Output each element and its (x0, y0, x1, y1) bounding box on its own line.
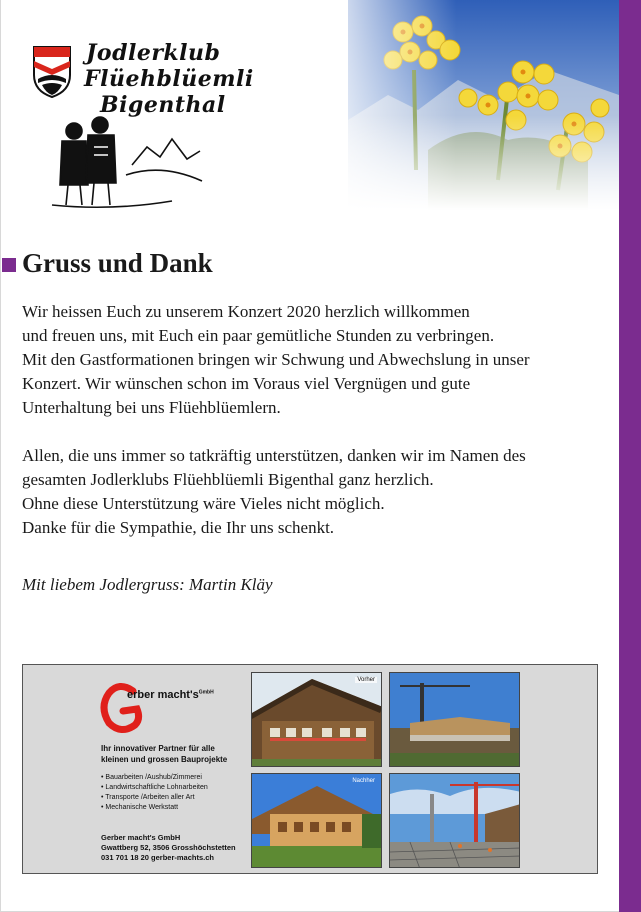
construction-site-image (390, 673, 520, 767)
service-list (101, 773, 208, 813)
photo-construction-1 (389, 672, 520, 767)
photo-farmhouse-before (251, 672, 382, 767)
photo-house-after (251, 773, 382, 868)
contact-address: Gwattberg 52, 3506 Grosshöchstetten (101, 843, 236, 852)
service-item: • Bauarbeiten /Aushub/Zimmerei (101, 774, 202, 781)
farmhouse-before-image (252, 673, 382, 767)
club-name-line2: Flüehblüemli (84, 66, 254, 92)
service-item: • Landwirtschaftliche Lohnarbeiten (101, 784, 208, 791)
brand-logo-g-icon (97, 673, 257, 743)
text-line: Mit den Gastformationen bringen wir Schwung und Abwechslung in unser (22, 350, 530, 369)
page-title: Gruss und Dank (22, 248, 213, 278)
heading-bullet (2, 258, 16, 272)
paragraph-1 (22, 300, 602, 420)
service-label: Transporte /Arbeiten aller Art (105, 794, 195, 801)
text-line: Allen, die uns immer so tatkräftig unterstützen, danken wir im Namen des (22, 446, 526, 465)
signature: Mit liebem Jodlergruss: Martin Kläy (22, 575, 273, 594)
brand-suffix: GmbH (198, 689, 214, 696)
tagline-line: Ihr innovativer Partner für alle (101, 744, 215, 753)
text-line: Ohne diese Unterstützung wäre Vieles nicht möglich. (22, 494, 385, 513)
text-line: Unterhaltung bei uns Flüehblüemlern. (22, 398, 281, 417)
service-label: Mechanische Werkstatt (105, 804, 179, 811)
text-line: Konzert. Wir wünschen schon im Voraus viel Vergnügen und gute (22, 374, 471, 393)
sponsor-ad (22, 664, 598, 874)
service-item: • Mechanische Werkstatt (101, 804, 179, 811)
ad-tagline (101, 743, 227, 765)
ad-contact (101, 833, 236, 863)
text-line: Danke für die Sympathie, die Ihr uns schenkt. (22, 518, 335, 537)
club-name (86, 40, 254, 118)
photo-construction-2 (389, 773, 520, 868)
contact-company: Gerber macht's GmbH (101, 833, 181, 842)
text-line: Wir heissen Euch zu unserem Konzert 2020 herzlich willkommen (22, 302, 470, 321)
purple-side-bar (619, 0, 641, 912)
service-label: Landwirtschaftliche Lohnarbeiten (105, 784, 208, 791)
construction-crane-image (390, 774, 520, 868)
label-after: Nachher (352, 778, 375, 784)
tagline-line: kleinen und grossen Bauprojekte (101, 755, 228, 764)
club-name-line3: Bigenthal (100, 92, 226, 118)
service-item: • Transporte /Arbeiten aller Art (101, 794, 195, 801)
text-line: gesamten Jodlerklubs Flüehblüemli Bigenthal ganz herzlich. (22, 470, 434, 489)
brand-name-text: erber macht's (127, 689, 199, 701)
yodelers-illustration (52, 117, 202, 207)
crest-icon (34, 47, 70, 97)
contact-phone-web: 031 701 18 20 gerber-machts.ch (101, 853, 214, 862)
text-line: und freuen uns, mit Euch ein paar gemütliche Stunden zu verbringen. (22, 326, 495, 345)
paragraph-2 (22, 444, 602, 540)
house-after-image (252, 774, 382, 868)
club-name-line1: Jodlerklub (86, 40, 221, 66)
greeting-text (22, 300, 602, 540)
service-label: Bauarbeiten /Aushub/Zimmerei (105, 774, 202, 781)
primrose-photo (348, 0, 619, 210)
label-before: Vorher (357, 677, 375, 683)
brand-name (127, 689, 214, 701)
